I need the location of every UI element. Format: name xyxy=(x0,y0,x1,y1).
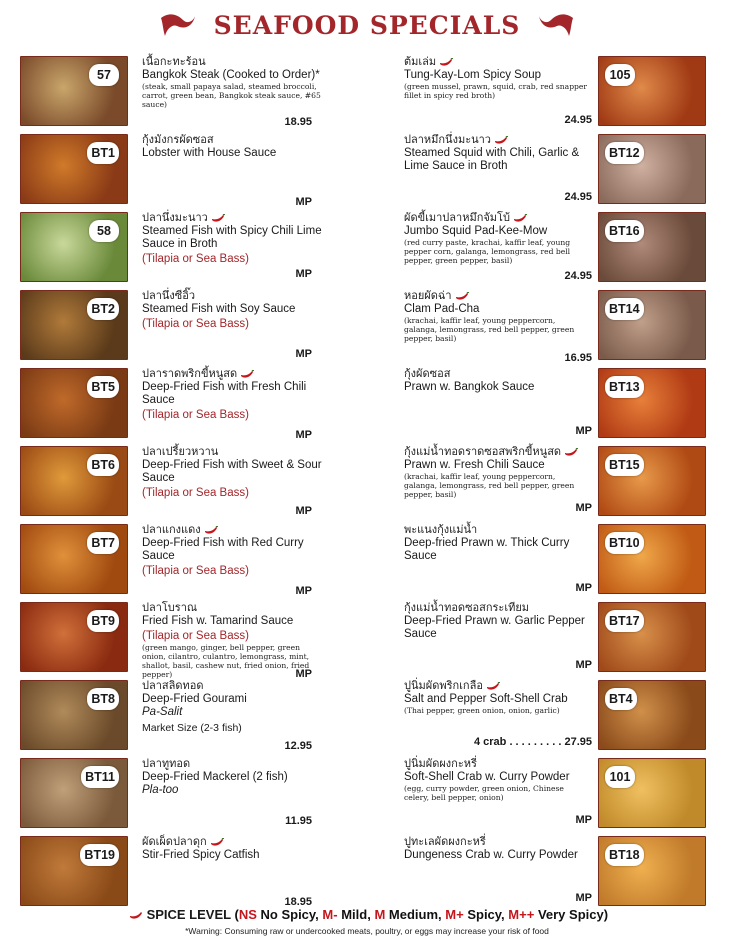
spice-level-label: SPICE LEVEL xyxy=(146,907,231,922)
dish-name: Deep-Fried Prawn w. Garlic Pepper Sauce xyxy=(404,615,585,640)
dish-photo xyxy=(20,290,128,360)
dish-code-badge: BT1 xyxy=(87,142,119,164)
dish-code-badge: BT12 xyxy=(605,142,644,164)
dish-text xyxy=(404,758,590,802)
dish-thai-name: กุ้งมังกรผัดซอส xyxy=(142,134,214,146)
dish-thai-romanized: Pla-too xyxy=(142,784,179,796)
dish-description: (green mango, ginger, bell pepper, green onion, cilantro, culantro, lemongrass, mint, shallot, basil, cashew nut, fried onion, fried pepper) xyxy=(142,643,310,679)
menu-header xyxy=(0,10,734,40)
dish-text xyxy=(142,56,322,109)
dish-price: 24.95 xyxy=(564,191,592,203)
dish-name: Prawn w. Fresh Chili Sauce xyxy=(404,459,545,471)
dish-thai-name: ปลาโบราณ xyxy=(142,602,198,614)
dish-text xyxy=(142,680,322,735)
dish-thai-name: พะแนงกุ้งแม่น้ำ xyxy=(404,524,478,536)
dish-name: Deep-Fried Gourami xyxy=(142,693,247,705)
menu-item xyxy=(404,524,708,602)
dish-thai-name: ปลาราดพริกขี้หนูสด xyxy=(142,368,238,380)
dish-text xyxy=(142,836,322,862)
dish-thai-name: กุ้งแม่น้ำทอดซอสกระเทียม xyxy=(404,602,530,614)
dish-price: MP xyxy=(575,892,592,904)
chili-icon xyxy=(204,526,218,535)
dish-text xyxy=(404,524,590,563)
dish-photo xyxy=(20,524,128,594)
chili-icon xyxy=(486,682,500,691)
menu-item xyxy=(404,368,708,446)
dish-name: Steamed Fish with Spicy Chili Lime Sauce in Broth xyxy=(142,225,322,250)
menu-item xyxy=(20,446,322,524)
dish-thai-name: ปูนิ่มผัดพริกเกลือ xyxy=(404,680,483,692)
dish-fish-option: (Tilapia or Sea Bass) xyxy=(142,409,249,421)
dish-code-badge: BT14 xyxy=(605,298,644,320)
dish-text xyxy=(404,446,590,499)
menu-item xyxy=(20,212,322,290)
menu-item xyxy=(20,680,312,758)
dish-code-badge: BT8 xyxy=(87,688,119,710)
dish-name: Steamed Fish with Soy Sauce xyxy=(142,303,296,315)
dish-price: MP xyxy=(575,814,592,826)
dish-description: (red curry paste, krachai, kaffir leaf, young pepper corn, galanga, lemongrass, red bell pepper, green pepper, basil) xyxy=(404,238,571,265)
dish-photo xyxy=(598,134,706,204)
dish-code-badge: BT16 xyxy=(605,220,644,242)
dish-photo xyxy=(20,212,128,282)
right-menu-column xyxy=(404,56,708,914)
dish-price: 16.95 xyxy=(564,352,592,364)
dish-price: 12.95 xyxy=(284,740,312,752)
dish-code-badge: BT9 xyxy=(87,610,119,632)
dish-photo xyxy=(20,56,128,126)
dish-text xyxy=(404,680,590,715)
dish-description: (krachai, kaffir leaf, young peppercorn, galanga, lemongrass, red bell pepper, green pepper, basil) xyxy=(404,316,575,343)
dish-name: Bangkok Steak (Cooked to Order)* xyxy=(142,69,320,81)
dish-photo xyxy=(598,602,706,672)
spice-code-spicy: M+ xyxy=(445,907,464,922)
dish-text xyxy=(142,368,322,422)
dish-price: MP xyxy=(575,502,592,514)
spice-code-ns: NS xyxy=(238,907,257,922)
dish-name: Tung-Kay-Lom Spicy Soup xyxy=(404,69,542,81)
dish-code-badge: 58 xyxy=(89,220,119,242)
menu-item xyxy=(20,290,312,368)
dish-fish-option: (Tilapia or Sea Bass) xyxy=(142,253,249,265)
dish-text xyxy=(142,446,322,500)
dish-text xyxy=(142,134,322,160)
dish-price: 4 crab . . . . . . . . . 27.95 xyxy=(473,736,592,748)
spice-code-mild: M- xyxy=(322,907,338,922)
dish-code-badge: BT17 xyxy=(605,610,644,632)
dish-code-badge: BT5 xyxy=(87,376,119,398)
dish-text xyxy=(404,368,590,394)
dish-code-badge: BT18 xyxy=(605,844,644,866)
menu-item xyxy=(404,212,708,290)
dish-text xyxy=(142,212,322,266)
dish-code-badge: BT11 xyxy=(81,766,119,788)
dish-code-badge: 105 xyxy=(605,64,635,86)
dish-photo xyxy=(598,446,706,516)
dish-thai-name: ปลาหมึกนึ่งมะนาว xyxy=(404,134,491,146)
dish-thai-name: ผัดเผ็ดปลาดุก xyxy=(142,836,207,848)
dish-price: MP xyxy=(575,659,592,671)
dish-price: MP xyxy=(575,425,592,437)
dish-text xyxy=(404,836,590,862)
dish-name: Clam Pad-Cha xyxy=(404,303,480,315)
dish-price: 18.95 xyxy=(284,896,312,908)
dish-description: (green mussel, prawn, squid, crab, red snapper fillet in spicy red broth) xyxy=(404,82,588,100)
menu-item xyxy=(20,368,312,446)
menu-item xyxy=(20,836,312,914)
dish-photo xyxy=(598,524,706,594)
dish-thai-name: ปลาแกงแดง xyxy=(142,524,201,536)
dish-name: Jumbo Squid Pad-Kee-Mow xyxy=(404,225,548,237)
dish-photo xyxy=(20,134,128,204)
dish-photo xyxy=(598,212,706,282)
dish-price: MP xyxy=(575,582,592,594)
dish-photo xyxy=(598,680,706,750)
dish-photo xyxy=(598,56,706,126)
dish-code-badge: BT15 xyxy=(605,454,644,476)
dish-thai-name: ปลานึ่งซีอิ๊ว xyxy=(142,290,196,302)
dish-description: (Thai pepper, green onion, onion, garlic) xyxy=(404,706,560,715)
dish-thai-name: ปลาเปรี้ยวหวาน xyxy=(142,446,219,458)
dish-thai-name: กุ้งผัดซอส xyxy=(404,368,451,380)
dish-description: (steak, small papaya salad, steamed broccoli, carrot, green bean, Bangkok steak sauce, #65 sauce) xyxy=(142,82,321,109)
menu-item xyxy=(404,680,708,758)
dragon-ornament-left-icon xyxy=(159,10,197,40)
dish-text xyxy=(404,212,590,265)
dish-code-badge: BT2 xyxy=(87,298,119,320)
spice-name-spicy: Spicy, xyxy=(467,907,505,922)
dish-name: Dungeness Crab w. Curry Powder xyxy=(404,849,578,861)
dish-name: Prawn w. Bangkok Sauce xyxy=(404,381,535,393)
chili-icon xyxy=(210,838,224,847)
dish-thai-name: ผัดขี้เมาปลาหมึกจัมโบ้ xyxy=(404,212,510,224)
dish-code-badge: BT6 xyxy=(87,454,119,476)
dish-name: Steamed Squid with Chili, Garlic & Lime Sauce in Broth xyxy=(404,147,580,172)
dish-price: MP xyxy=(295,196,312,208)
dragon-ornament-right-icon xyxy=(537,10,575,40)
spice-code-very-spicy: M++ xyxy=(508,907,535,922)
dish-name: Fried Fish w. Tamarind Sauce xyxy=(142,615,294,627)
dish-price: MP xyxy=(295,585,312,597)
left-menu-column xyxy=(20,56,322,914)
dish-name: Deep-Fried Fish with Fresh Chili Sauce xyxy=(142,381,307,406)
dish-price: 24.95 xyxy=(564,270,592,282)
chili-icon xyxy=(439,58,453,67)
chili-icon xyxy=(513,214,527,223)
dish-thai-name: เนื้อกะทะร้อน xyxy=(142,56,206,68)
dish-photo xyxy=(20,680,128,750)
dish-price: 24.95 xyxy=(564,114,592,126)
menu-item xyxy=(404,602,708,680)
page-title: SEAFOOD SPECIALS xyxy=(213,10,521,40)
dish-price: MP xyxy=(295,505,312,517)
chili-icon xyxy=(240,370,254,379)
menu-item xyxy=(20,524,312,602)
dish-thai-name: ปลานึ่งมะนาว xyxy=(142,212,208,224)
dish-name: Stir-Fried Spicy Catfish xyxy=(142,849,260,861)
dish-price: MP xyxy=(295,268,312,280)
dish-thai-name: ต้มเล่ม xyxy=(404,56,437,68)
dish-code-badge: BT19 xyxy=(80,844,119,866)
dish-text xyxy=(142,524,322,578)
dish-photo xyxy=(20,368,128,438)
dish-code-badge: BT10 xyxy=(605,532,644,554)
dish-code-badge: BT7 xyxy=(87,532,119,554)
dish-text xyxy=(404,602,590,641)
dish-thai-name: ปลาสลิดทอด xyxy=(142,680,204,692)
dish-text xyxy=(142,290,322,331)
dish-thai-name: ปลาทูทอด xyxy=(142,758,191,770)
dish-thai-name: หอยผัดฉ่า xyxy=(404,290,452,302)
food-warning: *Warning: Consuming raw or undercooked meats, poultry, or eggs may increase your risk of food xyxy=(185,926,549,936)
dish-code-badge: BT13 xyxy=(605,376,644,398)
menu-item xyxy=(20,134,312,212)
dish-text xyxy=(404,56,590,100)
dish-thai-romanized: Pa-Salit xyxy=(142,706,183,718)
menu-item xyxy=(404,290,708,368)
menu-item xyxy=(404,446,708,524)
dish-photo xyxy=(598,836,706,906)
dish-description: (egg, curry powder, green onion, Chinese celery, bell pepper, onion) xyxy=(404,784,564,802)
spice-level-legend: SPICE LEVEL (NS No Spicy, M- Mild, M Medium, M+ Spicy, M++ Very Spicy) xyxy=(0,907,734,922)
dish-name: Salt and Pepper Soft-Shell Crab xyxy=(404,693,568,705)
dish-text xyxy=(404,290,590,343)
menu-item xyxy=(20,602,312,680)
dish-price: MP xyxy=(295,668,312,680)
dish-name: Deep-fried Prawn w. Thick Curry Sauce xyxy=(404,537,570,562)
dish-note: Market Size (2-3 fish) xyxy=(142,722,242,734)
dish-name: Deep-Fried Mackerel (2 fish) xyxy=(142,771,288,783)
dish-thai-name: ปูนิ่มผัดผงกะหรี่ xyxy=(404,758,477,770)
spice-code-medium: M xyxy=(374,907,386,922)
dish-price: MP xyxy=(295,429,312,441)
dish-name: Soft-Shell Crab w. Curry Powder xyxy=(404,771,570,783)
dish-description: (krachai, kaffir leaf, young peppercorn, galanga, lemongrass, red bell pepper, green pepper, basil) xyxy=(404,472,575,499)
dish-photo xyxy=(598,290,706,360)
spice-name-mild: Mild, xyxy=(341,907,371,922)
dish-code-badge: 101 xyxy=(605,766,635,788)
dish-text xyxy=(404,134,590,173)
dish-photo xyxy=(20,758,128,828)
dish-thai-name: ปูทะเลผัดผงกะหรี่ xyxy=(404,836,486,848)
spice-name-very-spicy: Very Spicy) xyxy=(537,907,609,922)
dish-fish-option: (Tilapia or Sea Bass) xyxy=(142,487,249,499)
dish-fish-option: (Tilapia or Sea Bass) xyxy=(142,630,249,642)
spice-name-ns: No Spicy, xyxy=(260,907,319,922)
chili-icon xyxy=(455,292,469,301)
dish-name: Deep-Fried Fish with Sweet & Sour Sauce xyxy=(142,459,322,484)
chili-icon xyxy=(494,136,508,145)
dish-fish-option: (Tilapia or Sea Bass) xyxy=(142,565,249,577)
dish-photo xyxy=(20,836,128,906)
chili-icon xyxy=(564,448,578,457)
dish-name: Deep-Fried Fish with Red Curry Sauce xyxy=(142,537,304,562)
menu-item xyxy=(404,836,708,914)
menu-item xyxy=(404,758,708,836)
chili-icon xyxy=(211,214,225,223)
dish-text xyxy=(142,758,322,797)
dish-price: 11.95 xyxy=(285,815,312,827)
dish-photo xyxy=(20,446,128,516)
dish-photo xyxy=(598,758,706,828)
dish-thai-name: กุ้งแม่น้ำทอดราดซอสพริกขี้หนูสด xyxy=(404,446,562,458)
dish-price: MP xyxy=(295,348,312,360)
dish-fish-option: (Tilapia or Sea Bass) xyxy=(142,318,249,330)
spice-name-medium: Medium, xyxy=(388,907,442,922)
dish-photo xyxy=(598,368,706,438)
dish-photo xyxy=(20,602,128,672)
menu-item xyxy=(404,56,708,134)
dish-name: Lobster with House Sauce xyxy=(142,147,277,159)
menu-item xyxy=(20,758,312,836)
dish-code-badge: BT4 xyxy=(605,688,637,710)
dish-code-badge: 57 xyxy=(89,64,119,86)
menu-item xyxy=(20,56,321,134)
menu-item xyxy=(404,134,708,212)
dish-price: 18.95 xyxy=(284,116,312,128)
chili-icon xyxy=(129,911,143,920)
